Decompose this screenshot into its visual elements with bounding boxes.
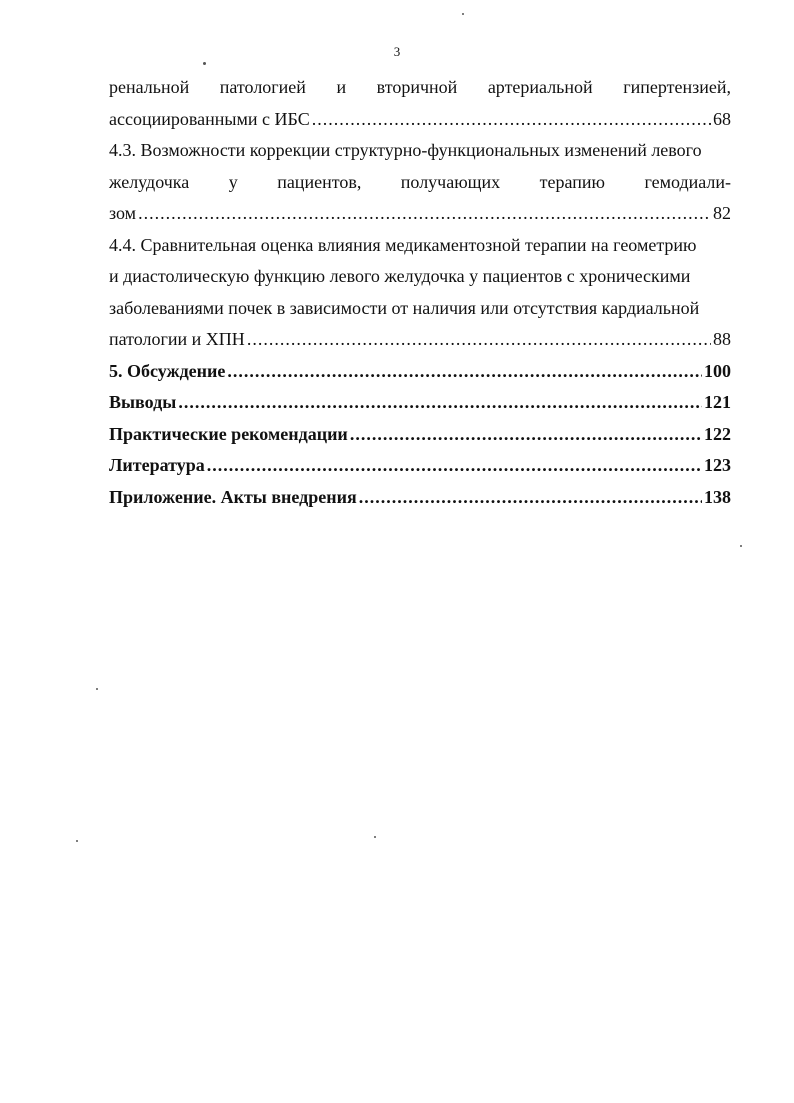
toc-page-number: 122 — [704, 423, 731, 444]
scan-speck — [740, 545, 742, 547]
toc-entry-4-4-line-3 — [109, 293, 731, 325]
toc-entry-text: Приложение. Акты внедрения — [109, 486, 357, 507]
toc-word: терапию — [539, 171, 605, 192]
toc-entry-text: Практические рекомендации — [109, 423, 348, 444]
toc-entry-4-3-line-2 — [109, 167, 731, 199]
toc-leader-dots — [178, 387, 702, 419]
toc-entry-text: 5. Обсуждение — [109, 360, 226, 381]
toc-entry-text: заболеваниями почек в зависимости от наличия или отсутствия кардиальной — [109, 297, 700, 318]
toc-entry-4-3-line-3[interactable] — [109, 198, 731, 230]
toc-word: у — [228, 171, 238, 192]
scan-speck — [76, 840, 78, 842]
toc-leader-dots — [207, 450, 702, 482]
toc-page-number: 68 — [713, 108, 731, 129]
toc-word: получающих — [400, 171, 501, 192]
scan-speck — [374, 836, 376, 838]
toc-word: патологией — [219, 77, 306, 97]
toc-page-number: 138 — [704, 486, 731, 507]
toc-word: пациентов, — [277, 171, 362, 192]
toc-word: и — [336, 77, 347, 97]
toc-entry-text: патологии и ХПН — [109, 329, 245, 349]
toc-entry-4-2-line-2[interactable] — [109, 104, 731, 136]
toc-entry-text: зом — [109, 203, 137, 223]
toc-entry-text: Литература — [109, 455, 205, 475]
toc-entry-4-4-line-2 — [109, 261, 731, 293]
toc-word: ренальной — [109, 77, 190, 97]
toc-word: желудочка — [109, 171, 190, 192]
scan-speck — [462, 13, 464, 15]
toc-entry-text: 4.3. Возможности коррекции структурно-функциональных изменений левого — [109, 140, 702, 160]
toc-entry-text: Выводы — [109, 392, 177, 412]
toc-word: гипертензией, — [623, 77, 731, 97]
toc-entry-4-4-line-4[interactable] — [109, 324, 731, 356]
toc-entry-4-2-line-1 — [109, 72, 731, 104]
toc-page-number: 88 — [713, 329, 731, 349]
toc-entry-literature[interactable] — [109, 450, 731, 482]
toc-entry-conclusions[interactable] — [109, 387, 731, 419]
toc-leader-dots — [138, 198, 711, 230]
scan-speck — [203, 62, 206, 65]
toc-entry-4-3-line-1[interactable] — [109, 135, 731, 167]
toc-page-number: 121 — [704, 392, 731, 412]
toc-entry-text: и диастолическую функцию левого желудочка у пациентов с хроническими — [109, 266, 691, 286]
toc-entry-text: 4.4. Сравнительная оценка влияния медикаментозной терапии на геометрию — [109, 234, 697, 255]
scan-speck — [96, 688, 98, 690]
toc-page-number: 82 — [713, 203, 731, 223]
toc-leader-dots — [227, 356, 702, 388]
toc-leader-dots — [247, 324, 711, 356]
toc-entry-text: ассоциированными с ИБС — [109, 108, 310, 129]
table-of-contents — [109, 72, 731, 513]
toc-leader-dots — [359, 482, 702, 514]
toc-entry-recommendations[interactable] — [109, 419, 731, 451]
toc-entry-4-4-line-1[interactable] — [109, 230, 731, 262]
toc-entry-5[interactable] — [109, 356, 731, 388]
toc-page-number: 100 — [704, 360, 731, 381]
toc-entry-appendix[interactable] — [109, 482, 731, 514]
toc-leader-dots — [312, 104, 711, 136]
toc-word: артериальной — [487, 77, 593, 97]
toc-word: гемодиали- — [644, 171, 731, 192]
toc-page-number: 123 — [704, 455, 731, 475]
page-number: 3 — [393, 44, 401, 59]
toc-word: вторичной — [376, 77, 458, 97]
toc-leader-dots — [350, 419, 702, 451]
